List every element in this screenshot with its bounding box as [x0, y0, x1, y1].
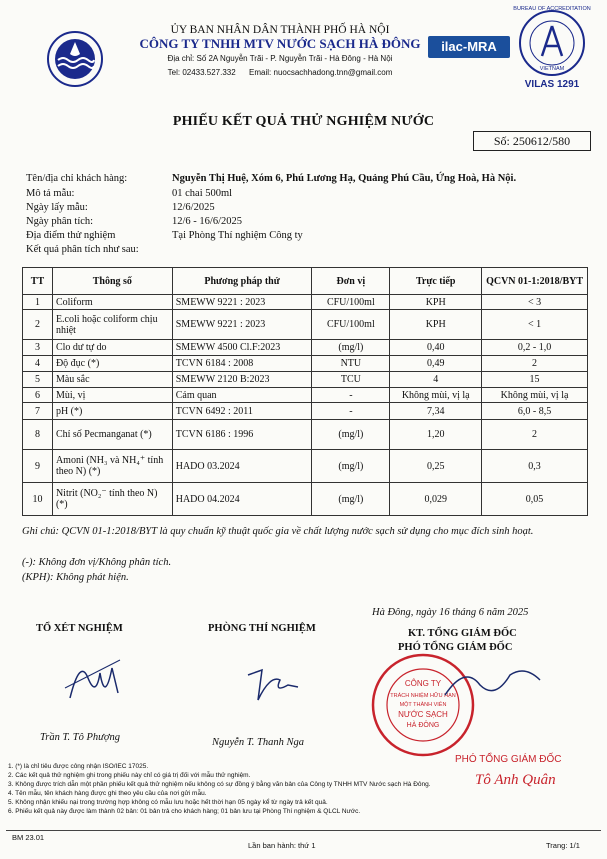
- note-dash: (-): Không đơn vị/Không phân tích.: [22, 557, 172, 568]
- footnote: 1. (*) là chỉ tiêu được công nhận ISO/IEC 17025.: [8, 763, 149, 770]
- cell-method: TCVN 6492 : 2011: [172, 403, 312, 420]
- table-row: [23, 310, 588, 340]
- ilac-logo: [428, 36, 510, 58]
- cell-result: 7,34: [390, 403, 482, 420]
- cell-result: 0,40: [390, 340, 482, 356]
- col-header-tt: TT: [23, 268, 53, 295]
- cell-param: Mùi, vị: [52, 388, 172, 403]
- cell-limit: < 3: [482, 295, 588, 310]
- col-header-result: Trực tiếp: [390, 268, 482, 295]
- col-header-param: Thông số: [52, 268, 172, 295]
- company-logo: [46, 30, 104, 88]
- signature-left: [60, 648, 130, 708]
- info-label: Mô tả mẫu:: [26, 188, 75, 199]
- cell-param: Clo dư tự do: [52, 340, 172, 356]
- cell-param: Amoni (NH₃ và NH₄⁺ tính theo N) (*): [52, 450, 172, 483]
- table-row: [23, 483, 588, 516]
- cell-method: HADO 04.2024: [172, 483, 312, 516]
- org-line1: ỦY BAN NHÂN DÂN THÀNH PHỐ HÀ NỘI: [170, 24, 390, 36]
- table-header-row: [23, 268, 588, 295]
- cell-limit: Không mùi, vị lạ: [482, 388, 588, 403]
- col-header-unit: Đơn vị: [312, 268, 390, 295]
- vilas-code: VILAS 1291: [524, 79, 580, 90]
- table-row: [23, 388, 588, 403]
- info-label: Kết quả phân tích như sau:: [26, 244, 139, 255]
- cell-unit: (mg/l): [312, 420, 390, 450]
- footnote: 6. Phiếu kết quả này được làm thành 02 bản: 01 bản trả cho khách hàng; 01 bản lưu tại Phòng Thí nghiệm & QLCL Nước.: [8, 808, 361, 815]
- cell-tt: 1: [23, 295, 53, 310]
- ilac-text: ilac-MRA: [441, 39, 497, 54]
- email: Email: nuocsachhadong.tnn@gmail.com: [249, 68, 393, 77]
- cell-result: KPH: [390, 295, 482, 310]
- cell-limit: 2: [482, 356, 588, 372]
- left-sign-name: Trần T. Tô Phượng: [40, 732, 120, 743]
- cell-param: pH (*): [52, 403, 172, 420]
- boa-text: BUREAU OF ACCREDITATION: [513, 6, 591, 12]
- cell-unit: CFU/100ml: [312, 295, 390, 310]
- customer-value: Nguyễn Thị Huệ, Xóm 6, Phú Lương Hạ, Quảng Phú Cầu, Ứng Hoà, Hà Nội.: [172, 173, 517, 184]
- address: Địa chỉ: Số 2A Nguyễn Trãi - P. Nguyễn Trãi - Hà Đông - Hà Nội: [167, 54, 393, 63]
- cell-unit: TCU: [312, 372, 390, 388]
- cell-method: HADO 03.2024: [172, 450, 312, 483]
- left-sign-title: TỔ XÉT NGHIỆM: [36, 623, 123, 634]
- info-label: Địa điểm thử nghiệm: [26, 230, 116, 241]
- cell-unit: -: [312, 403, 390, 420]
- sample-desc-value: 01 chai 500ml: [172, 188, 233, 199]
- results-table: [22, 267, 588, 516]
- cell-result: 0,49: [390, 356, 482, 372]
- footnote: 4. Tên mẫu, tên khách hàng được ghi theo yêu cầu của nơi gửi mẫu.: [8, 790, 207, 797]
- cell-tt: 6: [23, 388, 53, 403]
- document-title: PHIẾU KẾT QUẢ THỬ NGHIỆM NƯỚC: [172, 114, 435, 129]
- info-label: Tên/địa chỉ khách hàng:: [26, 173, 128, 184]
- col-header-method: Phương pháp thử: [172, 268, 312, 295]
- table-row: [23, 356, 588, 372]
- cell-limit: 2: [482, 420, 588, 450]
- cell-unit: (mg/l): [312, 340, 390, 356]
- cell-param: Chỉ số Pecmanganat (*): [52, 420, 172, 450]
- cell-tt: 5: [23, 372, 53, 388]
- cell-param: E.coli hoặc coliform chịu nhiệt: [52, 310, 172, 340]
- cell-unit: NTU: [312, 356, 390, 372]
- note-standard: Ghi chú: QCVN 01-1:2018/BYT là quy chuẩn kỹ thuật quốc gia về chất lượng nước sạch sử dụng cho mục đích sinh hoạt.: [22, 526, 534, 537]
- cell-limit: 15: [482, 372, 588, 388]
- cell-method: SMEWW 9221 : 2023: [172, 310, 312, 340]
- cell-tt: 4: [23, 356, 53, 372]
- cell-tt: 7: [23, 403, 53, 420]
- cell-limit: < 1: [482, 310, 588, 340]
- mid-sign-name: Nguyễn T. Thanh Nga: [212, 737, 304, 748]
- cell-unit: (mg/l): [312, 450, 390, 483]
- form-code: BM 23.01: [12, 833, 45, 842]
- cell-result: KPH: [390, 310, 482, 340]
- cell-tt: 10: [23, 483, 53, 516]
- cell-limit: 0,3: [482, 450, 588, 483]
- stamp-line: MỘT THÀNH VIÊN: [399, 702, 447, 708]
- cell-tt: 2: [23, 310, 53, 340]
- cell-result: 4: [390, 372, 482, 388]
- stamp-line: NƯỚC SẠCH: [398, 710, 448, 719]
- cell-method: SMEWW 2120 B:2023: [172, 372, 312, 388]
- cell-limit: 0,2 - 1,0: [482, 340, 588, 356]
- table-row: [23, 340, 588, 356]
- stamp-line: CÔNG TY: [404, 679, 442, 688]
- org-line2: CÔNG TY TNHH MTV NƯỚC SẠCH HÀ ĐÔNG: [139, 36, 421, 51]
- mid-sign-title: PHÒNG THÍ NGHIỆM: [208, 623, 316, 634]
- analysis-date-value: 12/6 - 16/6/2025: [172, 216, 242, 227]
- cell-unit: CFU/100ml: [312, 310, 390, 340]
- accreditation-logo: [512, 8, 592, 94]
- footnote: 2. Các kết quả thử nghiệm ghi trong phiếu này chỉ có giá trị đối với mẫu thử nghiệm.: [8, 772, 251, 779]
- cell-method: Cảm quan: [172, 388, 312, 403]
- header-block: [130, 24, 430, 77]
- cell-method: SMEWW 9221 : 2023: [172, 295, 312, 310]
- test-location-value: Tại Phòng Thí nghiệm Công ty: [172, 230, 303, 241]
- right-stamp-title: PHÓ TỔNG GIÁM ĐỐC: [455, 754, 562, 765]
- cell-unit: -: [312, 388, 390, 403]
- cell-tt: 8: [23, 420, 53, 450]
- cell-limit: 0,05: [482, 483, 588, 516]
- edition: Lần ban hành: thứ 1: [248, 841, 316, 850]
- cell-param: Màu sắc: [52, 372, 172, 388]
- cell-method: TCVN 6186 : 1996: [172, 420, 312, 450]
- table-row: [23, 420, 588, 450]
- cell-method: SMEWW 4500 Cl.F:2023: [172, 340, 312, 356]
- signature-mid: [240, 655, 310, 710]
- cell-method: TCVN 6184 : 2008: [172, 356, 312, 372]
- page-number: Trang: 1/1: [546, 841, 580, 850]
- cell-tt: 3: [23, 340, 53, 356]
- cell-param: Nitrit (NO₂⁻ tính theo N) (*): [52, 483, 172, 516]
- cell-result: 1,20: [390, 420, 482, 450]
- sampling-date-value: 12/6/2025: [172, 202, 215, 213]
- cell-result: 0,029: [390, 483, 482, 516]
- right-sign-name: Tô Anh Quân: [475, 772, 556, 788]
- stamp-line: HÀ ĐÔNG: [406, 722, 440, 729]
- right-sign-title1: KT. TỔNG GIÁM ĐỐC: [408, 628, 517, 639]
- boa-country: VIETNAM: [539, 66, 565, 72]
- footer-divider: [6, 830, 601, 831]
- cell-result: Không mùi, vị lạ: [390, 388, 482, 403]
- signature-right: [440, 660, 550, 710]
- serial-number: Số: 250612/580: [473, 131, 591, 151]
- table-row: [23, 295, 588, 310]
- info-label: Ngày phân tích:: [26, 216, 94, 227]
- date-line: Hà Đông, ngày 16 tháng 6 năm 2025: [372, 607, 529, 618]
- cell-param: Độ đục (*): [52, 356, 172, 372]
- cell-unit: (mg/l): [312, 483, 390, 516]
- cell-limit: 6,0 - 8,5: [482, 403, 588, 420]
- footnote: 5. Không nhận khiếu nại trong trường hợp không có mẫu lưu hoặc hết thời hạn 05 ngày kể từ ngày trả kết quả.: [8, 799, 328, 806]
- cell-result: 0,25: [390, 450, 482, 483]
- contact-line: [130, 68, 430, 77]
- right-sign-title2: PHÓ TỔNG GIÁM ĐỐC: [398, 642, 513, 653]
- note-kph: (KPH): Không phát hiện.: [22, 572, 129, 583]
- stamp-line: TRÁCH NHIỆM HỮU HẠN: [390, 693, 456, 699]
- table-row: [23, 403, 588, 420]
- table-row: [23, 372, 588, 388]
- table-row: [23, 450, 588, 483]
- info-label: Ngày lấy mẫu:: [26, 202, 88, 213]
- footnote: 3. Không được trích dẫn một phần phiếu kết quả thử nghiệm nếu không có sự đồng ý bằng văn bản của Công ty TNHH MTV Nước sạch Hà Đông.: [8, 781, 431, 788]
- cell-tt: 9: [23, 450, 53, 483]
- col-header-limit: QCVN 01-1:2018/BYT: [482, 268, 588, 295]
- phone: Tel: 02433.527.332: [167, 68, 236, 77]
- cell-param: Coliform: [52, 295, 172, 310]
